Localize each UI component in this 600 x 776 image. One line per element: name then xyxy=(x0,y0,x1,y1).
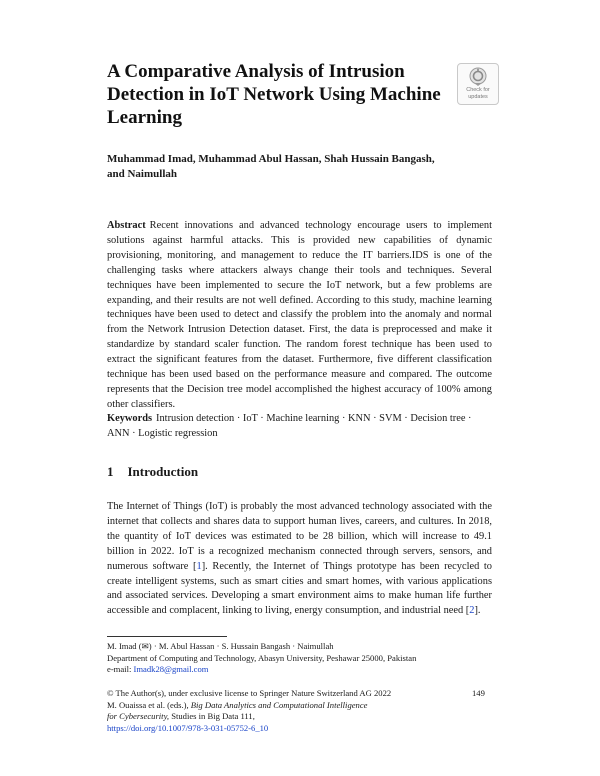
license-line-3 xyxy=(107,711,492,723)
footnote-authors: M. Imad (✉) · M. Abul Hassan · S. Hussain Bangash · Naimullah xyxy=(107,641,334,651)
license-line-2 xyxy=(107,700,492,712)
author-line-1: Muhammad Imad, Muhammad Abul Hassan, Shah Hussain Bangash, xyxy=(107,153,435,165)
email-label: e-mail: xyxy=(107,664,132,675)
author-line-2: and Naimullah xyxy=(107,168,177,180)
intro-text-part2: ]. Recently, the Internet of Things prototype has been recycled to create intelligent systems, such as smart cities and smart homes, with various applications and associated services. Developing a smart environment aims to make human life further accessible and complacent, linking to living, energy consumption, and industrial need [ xyxy=(107,560,492,617)
footnote-affiliation: Department of Computing and Technology, Abasyn University, Peshawar 25000, Pakistan xyxy=(107,652,417,663)
book-title-part2: for Cybersecurity, xyxy=(107,711,170,722)
citation-link-1[interactable]: 1 xyxy=(196,560,202,572)
keywords-text: Intrusion detection · IoT · Machine learning · KNN · SVM · Decision tree · ANN · Logistic regression xyxy=(107,413,472,439)
author-footnote xyxy=(107,641,497,676)
badge-text-line1: Check for xyxy=(466,87,490,93)
page-number: 149 xyxy=(472,688,485,698)
doi-link[interactable]: https://doi.org/10.1007/978-3-031-05752-6_10 xyxy=(107,722,269,733)
keywords xyxy=(107,412,495,442)
license-block xyxy=(107,688,492,734)
license-line-1: © The Author(s), under exclusive license to Springer Nature Switzerland AG 2022 xyxy=(107,688,392,698)
introduction-paragraph xyxy=(107,500,492,619)
license-editors: M. Ouaissa et al. (eds.), xyxy=(107,699,189,710)
series-info: Studies in Big Data 111, xyxy=(171,711,255,722)
footnote-divider xyxy=(107,636,227,637)
update-check-icon xyxy=(469,67,487,87)
book-title-part1: Big Data Analytics and Computational Intelligence xyxy=(190,699,368,710)
abstract-label: Abstract xyxy=(107,220,146,231)
section-heading xyxy=(107,464,198,480)
badge-text-line2: updates xyxy=(468,93,488,100)
citation-link-2[interactable]: 2 xyxy=(469,605,475,617)
keywords-label: Keywords xyxy=(107,413,153,424)
footnote-email-line xyxy=(107,664,497,676)
paper-title: A Comparative Analysis of Intrusion Detection in IoT Network Using Machine Learning xyxy=(107,61,441,128)
license-line-4 xyxy=(107,723,492,735)
section-number: 1 xyxy=(107,464,114,479)
check-for-updates-badge[interactable] xyxy=(457,63,499,105)
section-title: Introduction xyxy=(127,464,199,479)
abstract-text: Recent innovations and advanced technology encourage users to implement solutions against harmful attacks. This is provided new capabilities of dynamic provisioning, monitoring, and management to reduce the IT barriers.IDS is one of the challenging tasks where attackers always change their tools and techniques. Several techniques have been implemented to secure the IoT network, but a few problems are expanding, and their results are not well defined. According to this study, machine learning techniques have been used to detect and classify the problem into the anomaly and normal from the Network Intrusion Detection dataset. First, the data is preprocessed and make it standardize by standard scaler function. The random forest technique has been used to extract the significant features from the dataset. Furthermore, five different classification technique has been used based on the performance measure and compared. The outcome represents that the Decision tree model accomplished the highest accuracy of 100% among other classifiers. xyxy=(107,220,492,410)
intro-text-part1: The Internet of Things (IoT) is probably the most advanced technology associated with the internet that collects and shares data to support human lives, careers, and cultures. In 2018, the quantity of IoT devices was estimated to be 28 billion, which will increase to 49.1 billion in 2022. IoT is a recognized mechanism connected through servers, sensors, and numerous software [ xyxy=(107,501,492,572)
author-list xyxy=(107,152,497,182)
email-link[interactable]: Imadk28@gmail.com xyxy=(133,664,209,675)
intro-text-part3: ]. xyxy=(474,605,481,617)
abstract xyxy=(107,219,492,413)
